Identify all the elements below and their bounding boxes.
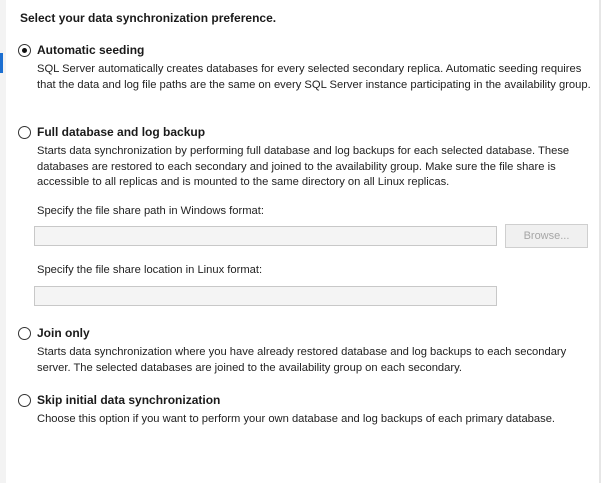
radio-row-automatic-seeding[interactable] [18,41,588,59]
radio-label-join-only[interactable]: Join only [37,326,90,340]
option-skip-sync [18,391,588,428]
description-join-only: Starts data synchronization where you have already restored database and log backups to each secondary server. The selected databases are joined to the availability group on each secondary. [37,346,567,374]
linux-path-input[interactable] [34,286,497,306]
option-full-backup [18,123,588,191]
browse-button[interactable]: Browse... [505,224,588,248]
windows-path-label: Specify the file share path in Windows format: [37,205,264,217]
description-automatic-seeding: SQL Server automatically creates databases for every selected secondary replica. Automatic seeding requires that the data and log file paths are the same on every SQL Server instance participating in the availability group. [37,63,591,91]
linux-path-label: Specify the file share location in Linux format: [37,264,263,276]
radio-automatic-seeding[interactable] [18,44,31,57]
radio-join-only[interactable] [18,327,31,340]
radio-row-join-only[interactable] [18,324,588,342]
radio-row-skip-sync[interactable] [18,391,588,409]
radio-full-backup[interactable] [18,126,31,139]
radio-label-full-backup[interactable]: Full database and log backup [37,125,206,139]
description-full-backup: Starts data synchronization by performing full database and log backups for each selected database. These databases are restored to each secondary and joined to the availability group. Make sure the file share is accessible to all replicas and is mounted to the same directory on all Linux replicas. [37,145,570,188]
left-accent-marker [0,53,3,73]
radio-row-full-backup[interactable] [18,123,588,141]
radio-label-skip-sync[interactable]: Skip initial data synchronization [37,393,221,407]
option-join-only [18,324,588,376]
windows-path-input[interactable] [34,226,497,246]
radio-skip-sync[interactable] [18,394,31,407]
radio-label-automatic-seeding[interactable]: Automatic seeding [37,43,145,57]
page-heading: Select your data synchronization preference. [20,11,277,25]
description-skip-sync: Choose this option if you want to perform your own database and log backups of each primary database. [37,413,556,425]
option-automatic-seeding [18,41,591,93]
